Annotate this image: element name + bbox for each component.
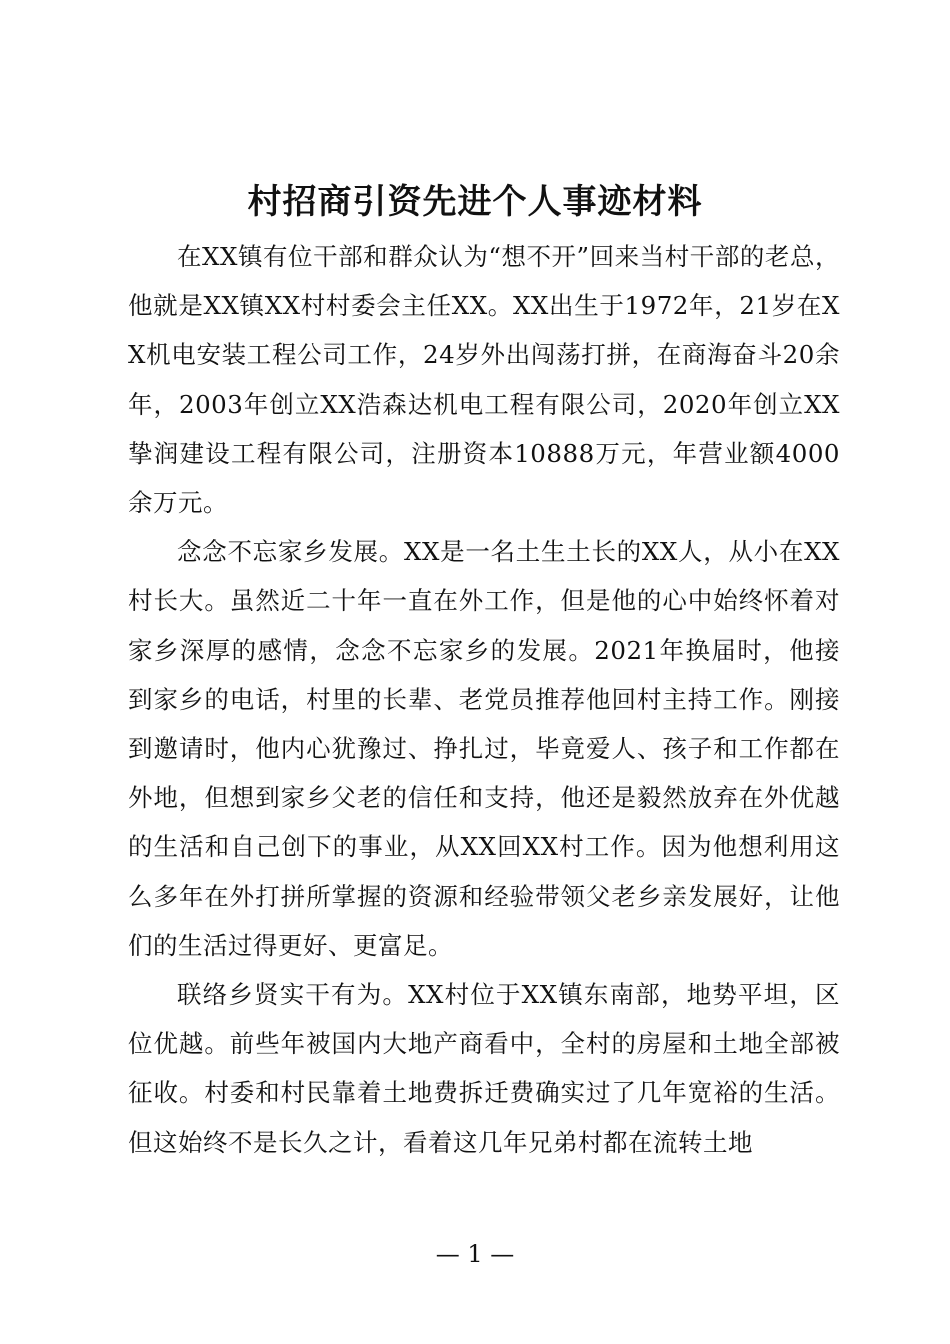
paragraph-intro: 在XX镇有位干部和群众认为“想不开”回来当村干部的老总，他就是XX镇XX村村委会主任XX。XX出生于1972年，21岁在XX机电安装工程公司工作，24岁外出闯荡打拼，在商海奋斗20余年，2003年创立XX浩森达机电工程有限公司，2020年创立XX挚润建设工程有限公司，注册资本10888万元，年营业额4000余万元。	[128, 242, 840, 518]
page-number: — 1 —	[435, 1240, 515, 1268]
paragraph-village: 联络乡贤实干有为。XX村位于XX镇东南部，地势平坦，区位优越。前些年被国内大地产商看中，全村的房屋和土地全部被征收。村委和村民靠着土地费拆迁费确实过了几年宽裕的生活。但这始终不是长久之计，看着这几年兄弟村都在流转土地	[128, 980, 840, 1157]
paragraph-hometown: 念念不忘家乡发展。XX是一名土生土长的XX人，从小在XX村长大。虽然近二十年一直在外工作，但是他的心中始终怀着对家乡深厚的感情，念念不忘家乡的发展。2021年换届时，他接到家乡的电话，村里的长辈、老党员推荐他回村主持工作。刚接到邀请时，他内心犹豫过、挣扎过，毕竟爱人、孩子和工作都在外地，但想到家乡父老的信任和支持，他还是毅然放弃在外优越的生活和自己创下的事业，从XX回XX村工作。因为他想利用这么多年在外打拼所掌握的资源和经验带领父老乡亲发展好，让他们的生活过得更好、更富足。	[128, 537, 840, 960]
document-title: 村招商引资先进个人事迹材料	[247, 182, 703, 222]
document-body	[128, 232, 840, 1167]
